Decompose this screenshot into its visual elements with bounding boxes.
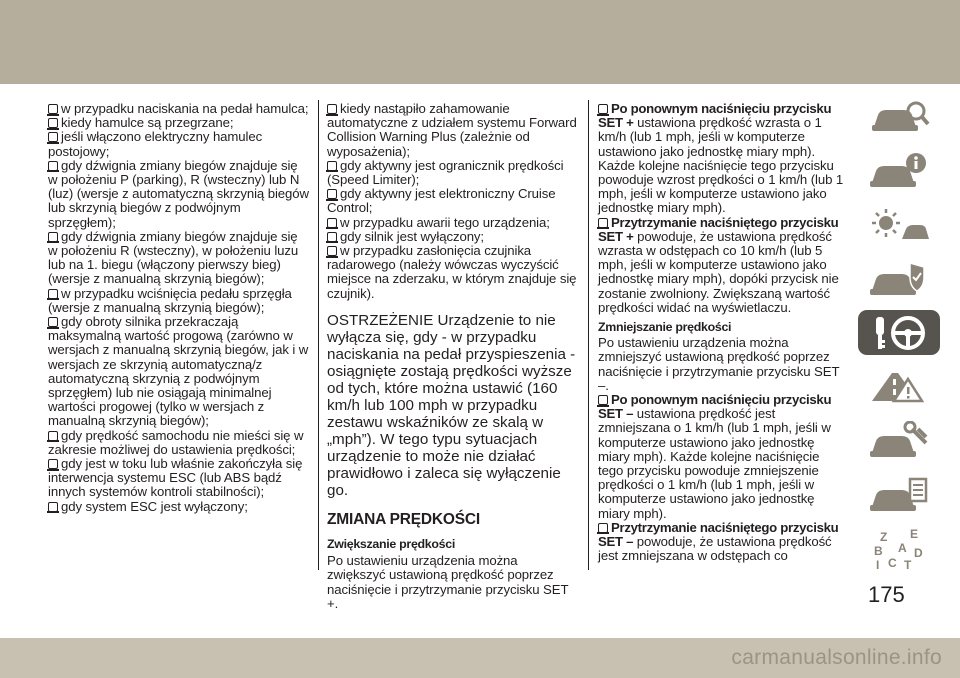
tab-alphabet-index[interactable] [858, 526, 940, 571]
list-item: gdy prędkość samochodu nie mieści się w zakresie możliwej do ustawienia prędkości; [48, 427, 304, 457]
bullet-icon [598, 523, 608, 533]
list-item: Po ponownym naciśnięciu przycisku SET + ustawiona prędkość wzrasta o 1 km/h (lub 1 mph, jeśli w komputerze ustawiono jako jednostkę miary mph). Każde kolejne naciśnięcie tego przycisku powoduje wzrost prędkości o 1 km/h (lub 1 mph, jeśli w komputerze ustawiono jako jednostkę miary mph). [598, 101, 844, 216]
index-letter: D [914, 545, 923, 560]
bullet-icon [48, 459, 58, 469]
list-item: w przypadku wciśnięcia pedału sprzęgła (wersje z manualną skrzynią biegów); [48, 285, 292, 315]
list-item: Po ponownym naciśnięciu przycisku SET – ustawiona prędkość jest zmniejszana o 1 km/h (lub 1 mph, jeśli w komputerze ustawiono jako jednostkę miary mph). Każde kolejne naciśnięcie tego przycisku powoduje zmniejszenie prędkości o 1 km/h (lub 1 mph, jeśli w komputerze ustawiono jako jednostkę miary mph). [598, 392, 832, 521]
list-item: kiedy hamulce są przegrzane; [48, 116, 310, 130]
list-item: gdy dźwignia zmiany biegów znajduje się w położeniu P (parking), R (wsteczny) lub N (luz) (wersje z automatyczną skrzynią biegów lub skrzynią biegów z podwójnym sprzęgłem); [48, 157, 309, 230]
tab-car-info[interactable] [858, 148, 940, 193]
list-item: jeśli włączono elektryczny hamulec postojowy; [48, 129, 263, 159]
tab-car-shield[interactable] [858, 256, 940, 301]
list-item: gdy dźwignia zmiany biegów znajduje się w położeniu R (wsteczny), w położeniu luzu lub na 1. biegu (włączony pierwszy bieg) (wersje z manualną skrzynią biegów); [48, 228, 299, 287]
column-3 [598, 102, 844, 564]
bullet-icon [48, 161, 58, 171]
bullet-icon [598, 104, 608, 114]
column-1 [48, 102, 310, 514]
tab-car-spec[interactable] [858, 472, 940, 517]
subsection-title: Zmniejszanie prędkości [598, 320, 732, 335]
bullet-icon [327, 161, 337, 171]
tab-dashboard-lights[interactable] [858, 202, 940, 247]
car-service-icon [868, 421, 930, 461]
bullet-icon [48, 317, 58, 327]
dashboard-lights-icon [868, 205, 930, 245]
list-item: kiedy nastąpiło zahamowanie automatyczne z udziałem systemu Forward Collision Warning Plus (zależnie od wyposażenia); [327, 101, 577, 159]
warning-paragraph: OSTRZEŻENIE Urządzenie to nie wyłącza się, gdy - w przypadku naciskania na pedał przyspieszenia - osiągnięte zostają prędkości wyższe od tych, które można ustawić (160 km/h lub 100 mph w przypadku zestawu wskaźników ze skalą w „mph”). W tego typu sytuacjach urządzenie to może nie działać prawidłowo i zaleca się wyłączenie go. [327, 311, 576, 499]
car-magnifier-icon [868, 97, 930, 137]
list-item: gdy silnik jest wyłączony; [327, 230, 579, 244]
watermark: carmanualsonline.info [0, 638, 960, 678]
column-divider [588, 100, 589, 570]
index-letter: I [876, 557, 880, 571]
column-divider [318, 100, 319, 570]
paragraph: Po ustawieniu urządzenia można zmniejszyć ustawioną prędkość poprzez naciśnięcie i przytrzymanie przycisku SET –. [598, 335, 840, 393]
list-item: gdy jest w toku lub właśnie zakończyła się interwencja systemu ESC (lub ABS bądź innych systemów kontroli stabilności); [48, 456, 303, 500]
subsection-title: Zwiększanie prędkości [327, 537, 455, 552]
bullet-icon [327, 246, 337, 256]
index-letter: E [910, 526, 919, 541]
bullet-icon [598, 218, 608, 228]
column-2 [327, 102, 579, 611]
chapter-sidebar [858, 94, 940, 580]
alphabet-index-icon [868, 527, 930, 571]
car-shield-icon [868, 259, 930, 299]
index-letter: B [874, 543, 883, 558]
tab-car-service[interactable] [858, 418, 940, 463]
tab-car-magnifier[interactable] [858, 94, 940, 139]
list-item: Przytrzymanie naciśniętego przycisku SET – powoduje, że ustawiona prędkość jest zmniejszana w odstępach co [598, 519, 839, 564]
page-number: 175 [868, 582, 905, 607]
bullet-icon [598, 395, 608, 405]
bullet-icon [327, 104, 337, 114]
paragraph: Po ustawieniu urządzenia można zwiększyć ustawioną prędkość poprzez naciśnięcie i przytrzymanie przycisku SET +. [327, 553, 569, 611]
list-item: gdy aktywny jest ogranicznik prędkości (Speed Limiter); [327, 157, 564, 188]
index-letter: Z [880, 529, 888, 544]
car-info-icon [868, 151, 930, 191]
tab-key-steering-wheel[interactable] [858, 310, 940, 355]
bullet-icon [48, 431, 58, 441]
list-item: w przypadku zasłonięcia czujnika radarowego (należy wówczas wyczyścić miejsce na zderzaku, w którym znajduje się czujnik). [327, 243, 577, 301]
index-letter: C [888, 555, 897, 570]
tab-road-warning[interactable] [858, 364, 940, 409]
list-item: w przypadku awarii tego urządzenia; [327, 216, 579, 230]
road-warning-icon [868, 367, 930, 407]
section-title: ZMIANA PRĘDKOŚCI [327, 510, 480, 528]
index-letter: T [904, 557, 912, 571]
top-band [0, 0, 960, 84]
list-item: w przypadku naciskania na pedał hamulca; [48, 102, 310, 116]
bullet-icon [327, 189, 337, 199]
bullet-icon [48, 502, 58, 512]
list-item: gdy aktywny jest elektroniczny Cruise Control; [327, 186, 556, 216]
bullet-icon [327, 232, 337, 242]
list-item: gdy system ESC jest wyłączony; [48, 500, 310, 514]
bullet-icon [48, 289, 58, 299]
index-letter: A [898, 540, 907, 555]
bullet-icon [327, 218, 337, 228]
key-steering-wheel-icon [868, 313, 930, 353]
bullet-icon [48, 132, 58, 142]
bullet-icon [48, 232, 58, 242]
list-item: Przytrzymanie naciśniętego przycisku SET + powoduje, że ustawiona prędkość wzrasta w odstępach co 10 km/h (lub 5 mph, jeśli w komputerze ustawiono jako jednostkę miary mph), dopóki przycisk nie zostanie zwolniony. Zwiększaną wartość prędkości widać na wyświetlaczu. [598, 214, 839, 315]
car-spec-icon [868, 475, 930, 515]
list-item: gdy obroty silnika przekraczają maksymalną wartość progową (zarówno w wersjach z manualną skrzynią biegów, jak i w wersjach ze skrzynią automatyczną/z automatyczną skrzynią z podwójnym sprzęgłem) lub nie osiągają minimalnej wartości progowej (tylko w wersjach z manualną skrzynią biegów); [48, 314, 309, 429]
bullet-icon [48, 118, 58, 128]
bullet-icon [48, 104, 58, 114]
